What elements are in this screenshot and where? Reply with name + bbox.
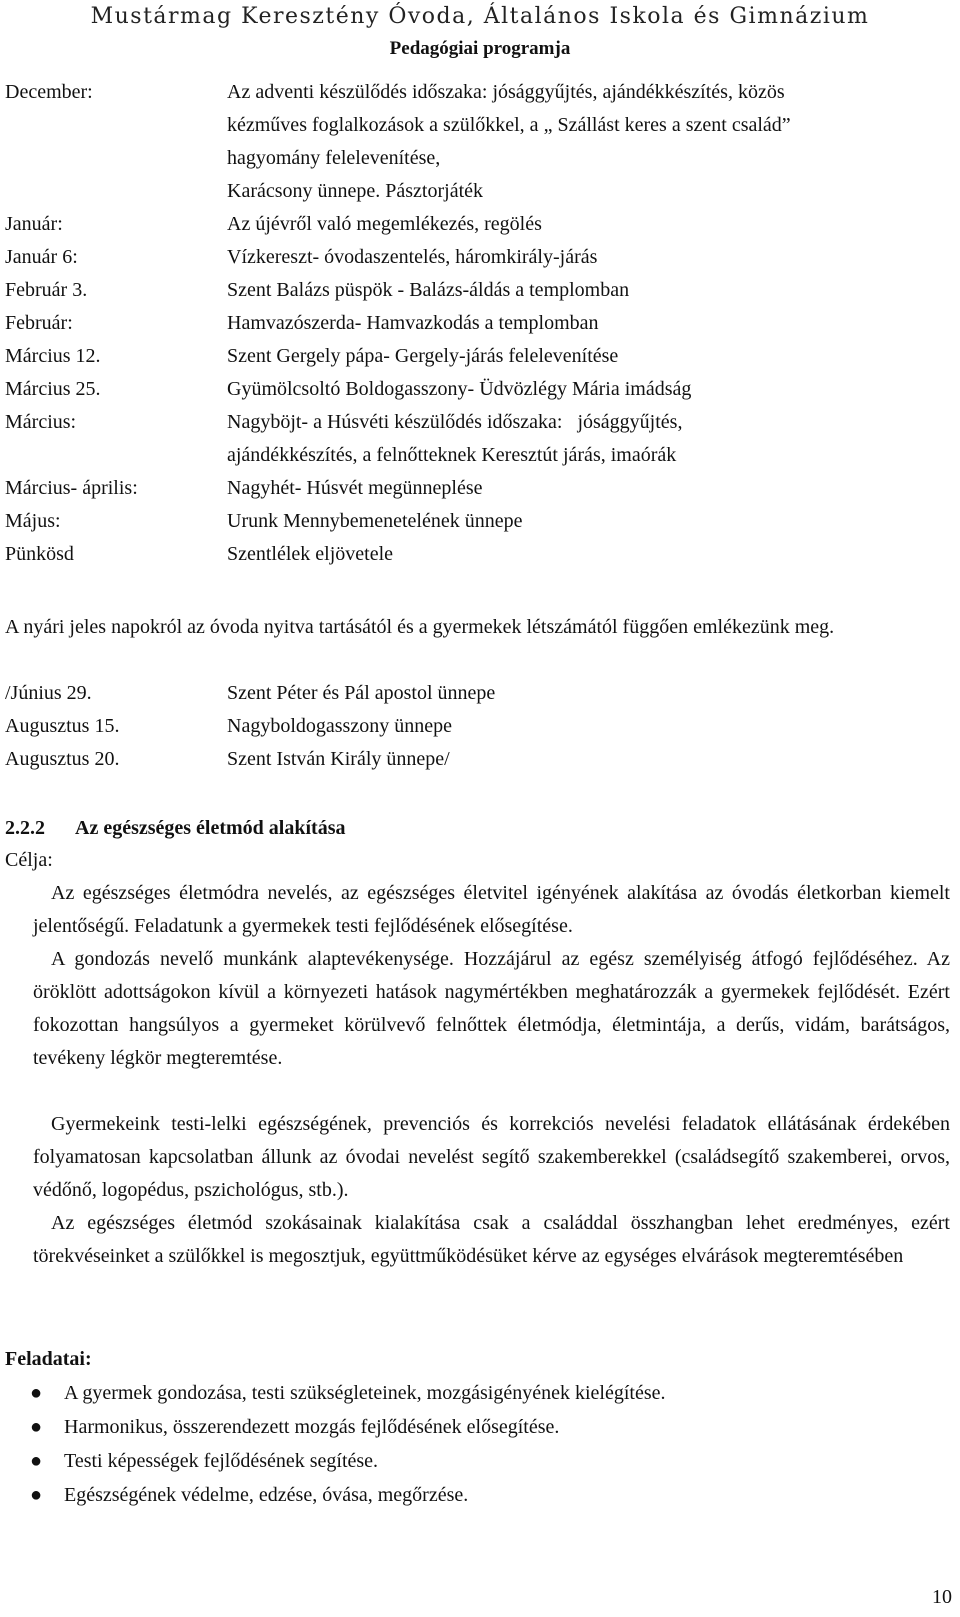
summer-row	[5, 710, 950, 743]
task-text: Testi képességek fejlődésének segítése.	[64, 1450, 379, 1472]
calendar-date: Március 12.	[5, 345, 101, 367]
summer-list	[5, 677, 950, 776]
summer-date: Augusztus 20.	[5, 748, 120, 770]
calendar-event	[227, 406, 950, 472]
paragraph: Az egészséges életmód szokásainak kialakítása csak a családdal összhangban lehet eredményes, ezért törekvéseinket a szülőkkel is megosztjuk, együttműködésüket kérve az egységes elvárások megteremtésében	[33, 1212, 950, 1267]
calendar-row	[5, 76, 950, 208]
summer-event: Szent István Király ünnepe/	[227, 748, 450, 770]
calendar-row	[5, 208, 950, 241]
list-item	[30, 1478, 665, 1512]
calendar-event	[227, 76, 950, 208]
event-line: Az adventi készülődés időszaka: jósággyűjtés, ajándékkészítés, közös	[227, 81, 785, 103]
calendar-date: Pünkösd	[5, 543, 74, 565]
calendar-date: Március- április:	[5, 477, 138, 499]
paragraph: A gondozás nevelő munkánk alaptevékenysége. Hozzájárul az egész személyiség átfogó fejlődéséhez. Az öröklött adottságokon kívül a környezeti hatások nagymértékben meghatározzák a gyermekek fejlődését. Ezért fokozottan hangsúlyos a gyermeket körülvevő felnőttek életmódja, életmintája, a derűs, vidám, barátságos, tevékeny légkör megteremtése.	[33, 948, 950, 1069]
calendar-event: Szentlélek eljövetele	[227, 543, 394, 565]
calendar-date: Március:	[5, 411, 77, 433]
calendar-event: Hamvazószerda- Hamvazkodás a templomban	[227, 312, 599, 334]
calendar-date: Január 6:	[5, 246, 78, 268]
task-text: Egészségének védelme, edzése, óvása, megőrzése.	[64, 1484, 469, 1506]
calendar-date: December:	[5, 81, 93, 103]
calendar-date: Január:	[5, 213, 63, 235]
event-line: Karácsony ünnepe. Pásztorjáték	[227, 180, 484, 202]
calendar-row	[5, 505, 950, 538]
calendar-row	[5, 274, 950, 307]
calendar-row	[5, 472, 950, 505]
calendar-date: Február 3.	[5, 279, 88, 301]
paragraph: Az egészséges életmódra nevelés, az egészséges életvitel igényének alakítása az óvodás életkorban kiemelt jelentőségű. Feladatunk a gyermekek testi fejlődésének elősegítése.	[33, 882, 950, 937]
bullet-icon: ●	[30, 1450, 43, 1472]
calendar-row	[5, 340, 950, 373]
calendar-event: Gyümölcsoltó Boldogasszony- Üdvözlégy Mária imádság	[227, 378, 692, 400]
event-line: Nagyböjt- a Húsvéti készülődés időszaka: jósággyűjtés,	[227, 411, 683, 433]
summer-date: /Június 29.	[5, 682, 92, 704]
task-text: A gyermek gondozása, testi szükségleteinek, mozgásigényének kielégítése.	[64, 1382, 666, 1404]
list-item	[30, 1444, 665, 1478]
calendar-row	[5, 307, 950, 340]
calendar-event: Urunk Mennybemenetelének ünnepe	[227, 510, 523, 532]
page-number: 10	[932, 1586, 952, 1608]
calendar-row	[5, 241, 950, 274]
event-line: hagyomány felelevenítése,	[227, 147, 441, 169]
calendar-date: Február:	[5, 312, 73, 334]
event-line: ajándékkészítés, a felnőtteknek Keresztút járás, imaórák	[227, 444, 677, 466]
calendar-row	[5, 538, 950, 571]
calendar-event: Szent Balázs püspök - Balázs-áldás a templomban	[227, 279, 630, 301]
calendar-date: Március 25.	[5, 378, 101, 400]
summer-row	[5, 743, 950, 776]
summer-date: Augusztus 15.	[5, 715, 120, 737]
tasks-label: Feladatai:	[5, 1348, 92, 1370]
calendar-row	[5, 406, 950, 472]
list-item	[30, 1410, 665, 1444]
section-heading	[5, 812, 346, 845]
section-title: Az egészséges életmód alakítása	[75, 817, 346, 839]
paragraph: Gyermekeink testi-lelki egészségének, prevenciós és korrekciós nevelési feladatok ellátásának érdekében folyamatosan kapcsolatban állunk az óvodai nevelést segítő szakemberekkel (családsegítő szakemberei, orvos, védőnő, logopédus, pszichológus, stb.).	[33, 1113, 950, 1201]
calendar-event: Szent Gergely pápa- Gergely-járás felelevenítése	[227, 345, 619, 367]
task-text: Harmonikus, összerendezett mozgás fejlődésének elősegítése.	[64, 1416, 560, 1438]
bullet-icon: ●	[30, 1484, 43, 1506]
calendar-row	[5, 373, 950, 406]
section-number: 2.2.2	[5, 817, 45, 839]
calendar-event: Nagyhét- Húsvét megünneplése	[227, 477, 483, 499]
list-item	[30, 1376, 665, 1410]
event-line: kézműves foglalkozások a szülőkkel, a „ Szállást keres a szent család”	[227, 114, 791, 136]
calendar-event: Vízkereszt- óvodaszentelés, háromkirály-járás	[227, 246, 598, 268]
goal-label: Célja:	[5, 849, 53, 871]
bullet-icon: ●	[30, 1416, 43, 1438]
header-title: Mustármag Keresztény Óvoda, Általános Iskola és Gimnázium	[90, 4, 870, 29]
summer-event: Nagyboldogasszony ünnepe	[227, 715, 452, 737]
summer-event: Szent Péter és Pál apostol ünnepe	[227, 682, 496, 704]
calendar-date: Május:	[5, 510, 61, 532]
calendar-list	[5, 76, 950, 571]
summer-row	[5, 677, 950, 710]
tasks-list	[30, 1376, 665, 1512]
calendar-event: Az újévről való megemlékezés, regölés	[227, 213, 542, 235]
summer-intro: A nyári jeles napokról az óvoda nyitva tartásától és a gyermekek létszámától függően emlékezünk meg.	[5, 616, 835, 638]
bullet-icon: ●	[30, 1382, 43, 1404]
header-subtitle: Pedagógiai programja	[389, 38, 571, 59]
